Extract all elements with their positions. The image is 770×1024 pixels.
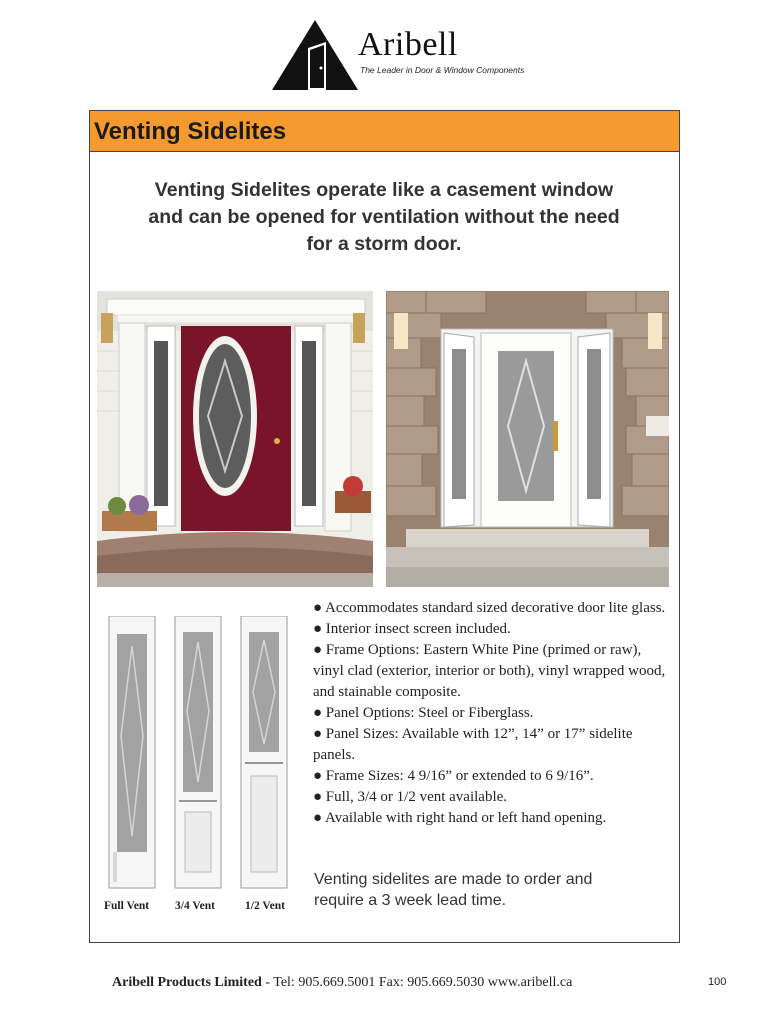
- full-vent-caption: Full Vent: [104, 900, 150, 912]
- feature-item: ● Panel Sizes: Available with 12”, 14” or 17” sidelite panels.: [313, 726, 633, 763]
- full-vent-sidelite: [109, 616, 155, 888]
- feature-item: ● Frame Sizes: 4 9/16” or extended to 6 9/16”.: [313, 768, 594, 784]
- aribell-logo: [270, 18, 525, 93]
- stone-facade-door-photo: [386, 291, 669, 587]
- intro-line: for a storm door.: [306, 233, 462, 255]
- door-triangle-icon: [270, 18, 360, 93]
- intro-text: [90, 177, 678, 258]
- half-vent-sidelite: [241, 616, 287, 888]
- intro-line: Venting Sidelites operate like a casement window: [154, 179, 614, 201]
- page-number: 100: [708, 976, 727, 988]
- page-title: Venting Sidelites: [94, 118, 287, 145]
- feature-item: ● Interior insect screen included.: [313, 621, 511, 637]
- feature-item: ● Frame Options: Eastern White Pine (primed or raw), vinyl clad (exterior, interior or both), vinyl wrapped wood, and stainable composite.: [313, 642, 666, 700]
- feature-item: ● Accommodates standard sized decorative door lite glass.: [313, 600, 666, 616]
- three-quarter-vent-caption: 3/4 Vent: [175, 900, 215, 912]
- footer: [112, 975, 572, 991]
- intro-line: and can be opened for ventilation without the need: [148, 206, 620, 228]
- half-vent-caption: 1/2 Vent: [245, 900, 285, 912]
- content-frame: [89, 110, 680, 943]
- feature-list: [313, 598, 673, 829]
- title-bar: [90, 111, 679, 152]
- feature-item: ● Available with right hand or left hand opening.: [313, 810, 607, 826]
- lead-time-note: Venting sidelites are made to order and require a 3 week lead time.: [314, 871, 593, 909]
- footer-contact: - Tel: 905.669.5001 Fax: 905.669.5030 www.aribell.ca: [261, 975, 573, 990]
- feature-item: ● Panel Options: Steel or Fiberglass.: [313, 705, 534, 721]
- vent-types-illustration: [105, 616, 301, 901]
- red-door-photo: [97, 291, 373, 587]
- three-quarter-vent-sidelite: [175, 616, 221, 888]
- footer-company: Aribell Products Limited: [112, 975, 262, 990]
- brand-name: Aribell: [358, 26, 458, 63]
- feature-item: ● Full, 3/4 or 1/2 vent available.: [313, 789, 508, 805]
- brand-tagline: The Leader in Door & Window Components: [360, 65, 525, 75]
